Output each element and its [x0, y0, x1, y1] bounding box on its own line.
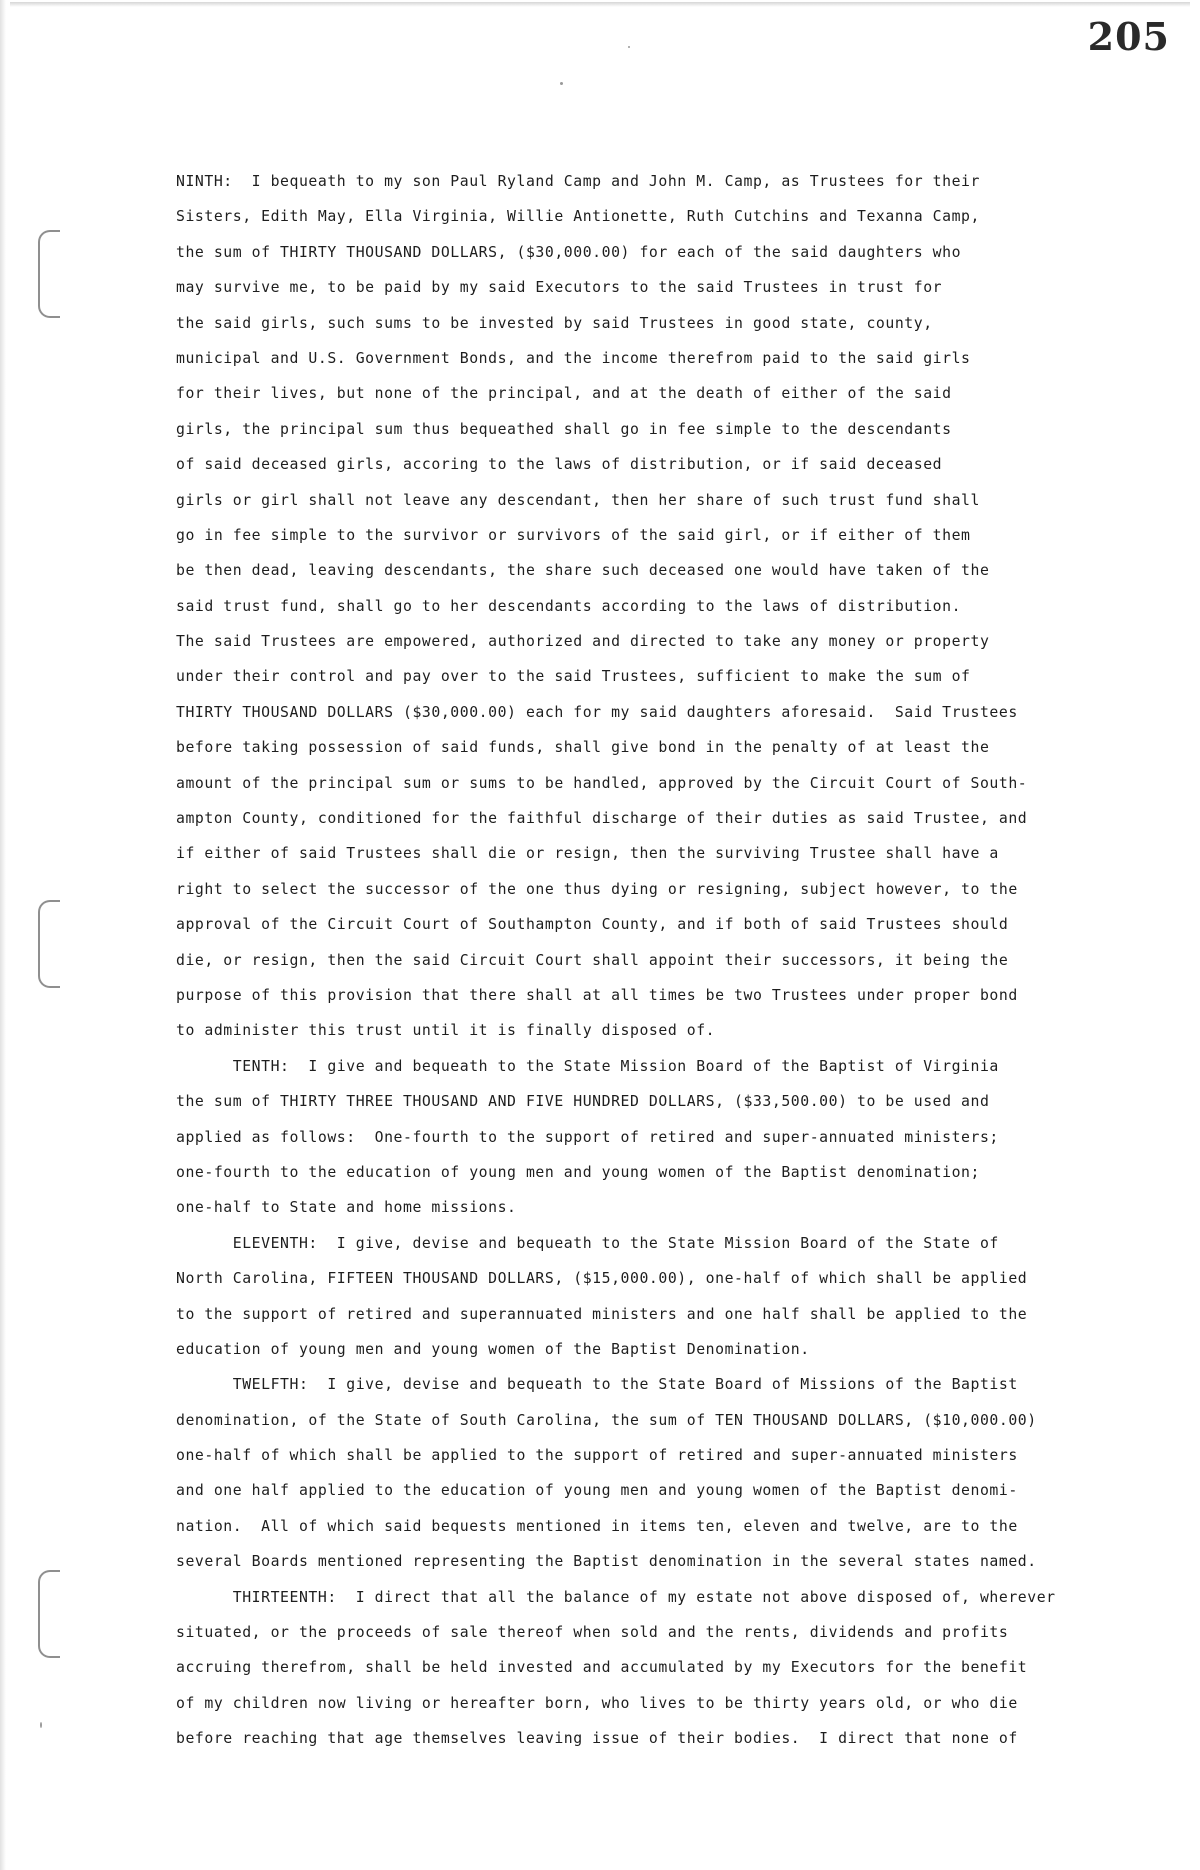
text-line: THIRTY THOUSAND DOLLARS ($30,000.00) each for my said daughters aforesaid. Said Trustees: [176, 703, 1018, 721]
text-line: NINTH: I bequeath to my son Paul Ryland Camp and John M. Camp, as Trustees for their: [176, 173, 980, 190]
text-line: ELEVENTH: I give, devise and bequeath to the State Mission Board of the State of: [176, 1234, 999, 1252]
text-line: if either of said Trustees shall die or resign, then the surviving Trustee shall have a: [176, 845, 999, 863]
text-line: of said deceased girls, accoring to the laws of distribution, or if said deceased: [176, 456, 943, 474]
text-line: be then dead, leaving descendants, the share such deceased one would have taken of the: [176, 562, 990, 580]
text-line: accruing therefrom, shall be held invested and accumulated by my Executors for the benefit: [176, 1659, 1028, 1677]
text-line: the sum of THIRTY THOUSAND DOLLARS, ($30,000.00) for each of the said daughters who: [176, 243, 962, 261]
text-line: purpose of this provision that there shall at all times be two Trustees under proper bond: [176, 986, 1018, 1004]
text-line: right to select the successor of the one thus dying or resigning, subject however, to the: [176, 880, 1018, 898]
text-line: ampton County, conditioned for the faithful discharge of their duties as said Trustee, and: [176, 810, 1028, 828]
page-number: 205: [1087, 14, 1170, 59]
scan-speck: [560, 82, 563, 85]
text-line: for their lives, but none of the principal, and at the death of either of the said: [176, 385, 952, 403]
text-line: Sisters, Edith May, Ella Virginia, Willie Antionette, Ruth Cutchins and Texanna Camp,: [176, 208, 980, 226]
text-line: North Carolina, FIFTEEN THOUSAND DOLLARS, ($15,000.00), one-half of which shall be applied: [176, 1270, 1028, 1288]
text-line: municipal and U.S. Government Bonds, and the income therefrom paid to the said girls: [176, 349, 971, 367]
text-line: one-fourth to the education of young men and young women of the Baptist denomination;: [176, 1163, 980, 1181]
text-line: situated, or the proceeds of sale thereof when sold and the rents, dividends and profits: [176, 1624, 1009, 1642]
text-line: education of young men and young women of the Baptist Denomination.: [176, 1340, 810, 1358]
text-line: applied as follows: One-fourth to the support of retired and super-annuated ministers;: [176, 1128, 999, 1146]
text-line: of my children now living or hereafter born, who lives to be thirty years old, or who die: [176, 1694, 1018, 1712]
text-line: amount of the principal sum or sums to be handled, approved by the Circuit Court of South-: [176, 774, 1028, 792]
text-line: approval of the Circuit Court of Southampton County, and if both of said Trustees should: [176, 916, 1009, 934]
text-line: to administer this trust until it is finally disposed of.: [176, 1022, 716, 1040]
text-line: die, or resign, then the said Circuit Court shall appoint their successors, it being the: [176, 951, 1009, 969]
page-top-edge: [10, 2, 1190, 7]
text-line: to the support of retired and superannuated ministers and one half shall be applied to the: [176, 1305, 1028, 1323]
page-left-edge: [0, 0, 6, 1870]
text-line: may survive me, to be paid by my said Executors to the said Trustees in trust for: [176, 279, 943, 297]
scan-speck: [40, 1722, 42, 1728]
text-line: one-half to State and home missions.: [176, 1199, 517, 1217]
text-line: under their control and pay over to the said Trustees, sufficient to make the sum of: [176, 668, 971, 686]
text-line: THIRTEENTH: I direct that all the balance of my estate not above disposed of, wherever: [176, 1588, 1056, 1606]
text-line: TENTH: I give and bequeath to the State Mission Board of the Baptist of Virginia: [176, 1057, 999, 1075]
binder-hole-bottom: [38, 1570, 60, 1658]
text-line: before taking possession of said funds, shall give bond in the penalty of at least the: [176, 739, 990, 757]
text-line: The said Trustees are empowered, authorized and directed to take any money or property: [176, 633, 990, 651]
text-line: girls, the principal sum thus bequeathed shall go in fee simple to the descendants: [176, 420, 952, 438]
text-line: denomination, of the State of South Carolina, the sum of TEN THOUSAND DOLLARS, ($10,000.00): [176, 1411, 1037, 1429]
will-text-body: [176, 164, 1136, 1757]
text-line: the said girls, such sums to be invested by said Trustees in good state, county,: [176, 314, 933, 332]
scan-speck: [628, 46, 630, 48]
text-line: one-half of which shall be applied to the support of retired and super-annuated ministers: [176, 1447, 1018, 1465]
text-line: girls or girl shall not leave any descendant, then her share of such trust fund shall: [176, 491, 980, 509]
binder-hole-middle: [38, 900, 60, 988]
text-line: TWELFTH: I give, devise and bequeath to the State Board of Missions of the Baptist: [176, 1376, 1018, 1394]
text-line: the sum of THIRTY THREE THOUSAND AND FIVE HUNDRED DOLLARS, ($33,500.00) to be used and: [176, 1093, 990, 1111]
text-line: before reaching that age themselves leaving issue of their bodies. I direct that none of: [176, 1730, 1018, 1748]
text-line: nation. All of which said bequests mentioned in items ten, eleven and twelve, are to the: [176, 1517, 1018, 1535]
text-line: and one half applied to the education of young men and young women of the Baptist denomi-: [176, 1482, 1018, 1500]
binder-hole-top: [38, 230, 60, 318]
text-line: several Boards mentioned representing the Baptist denomination in the several states named.: [176, 1553, 1037, 1571]
text-line: go in fee simple to the survivor or survivors of the said girl, or if either of them: [176, 526, 971, 544]
text-line: said trust fund, shall go to her descendants according to the laws of distribution.: [176, 597, 962, 615]
